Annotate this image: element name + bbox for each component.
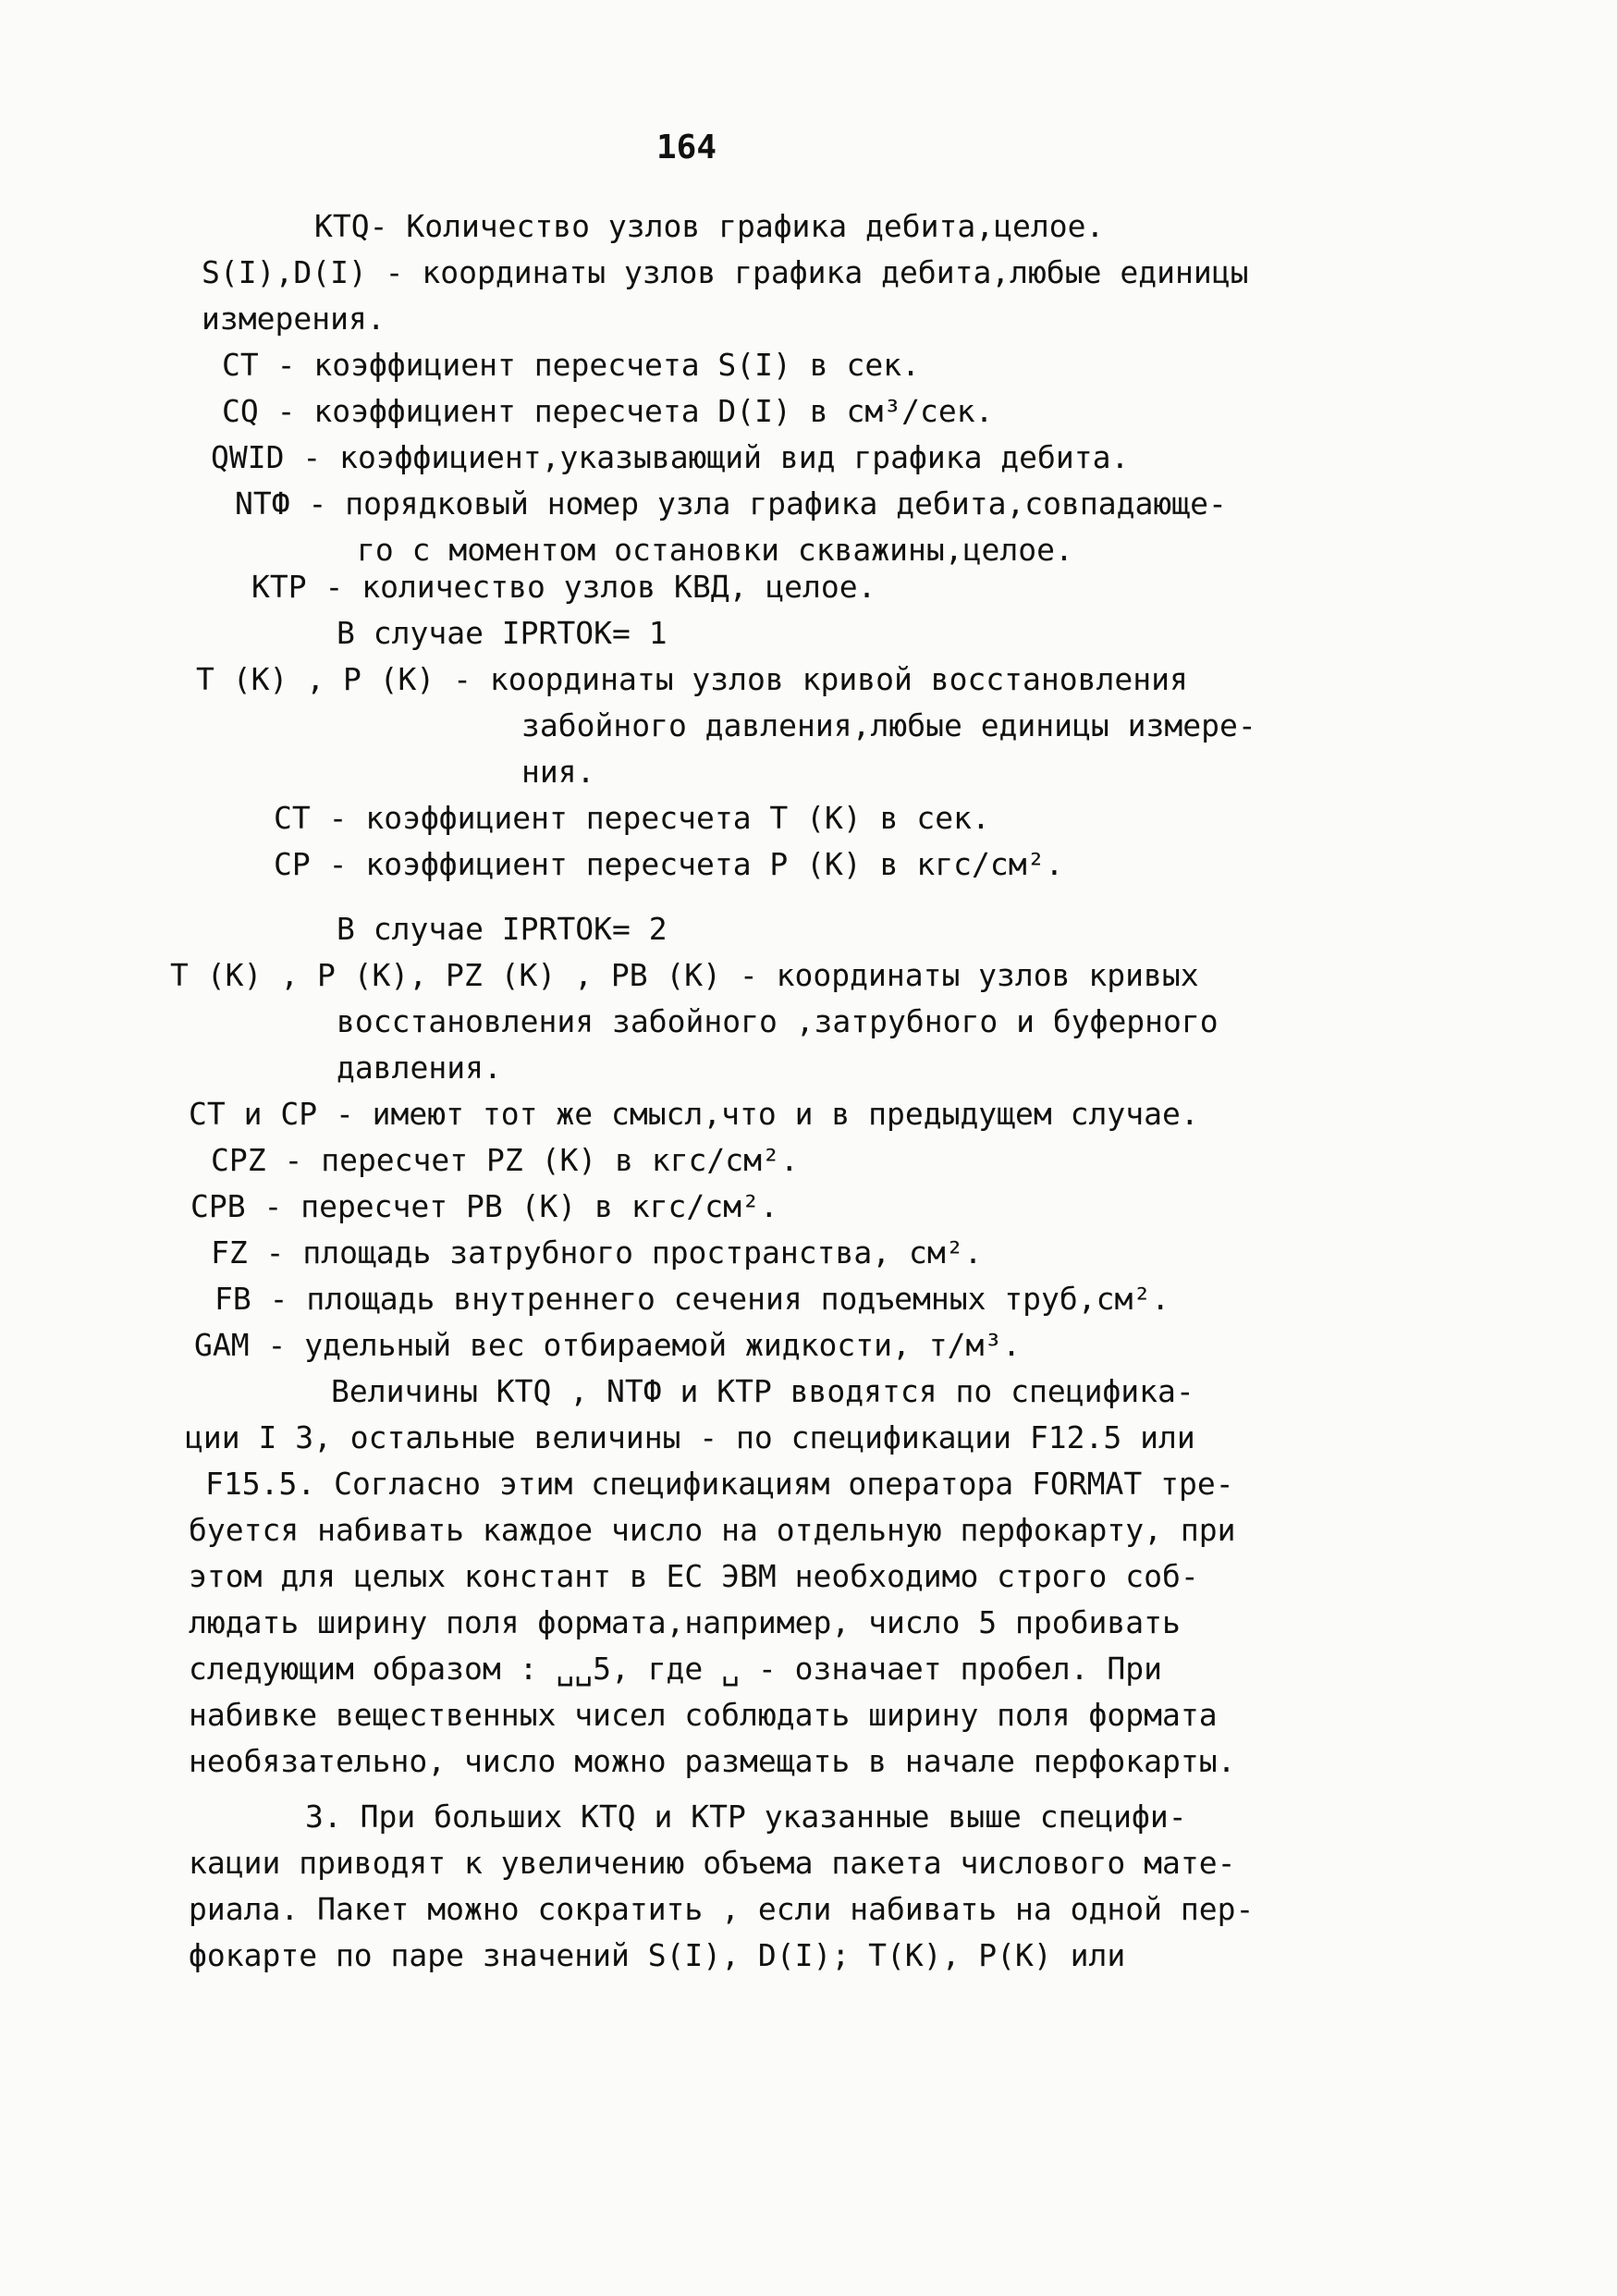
text-line: ния.	[521, 754, 595, 790]
text-line: измерения.	[202, 301, 386, 337]
text-line: ции I 3, остальные величины - по спецификации F12.5 или	[185, 1419, 1195, 1455]
text-line: CP - коэффициент пересчета P (K) в кгс/см².	[274, 846, 1064, 882]
text-line: S(I),D(I) - координаты узлов графика дебита,любые единицы	[202, 254, 1249, 290]
text-line: кации приводят к увеличению объема пакета числового мате-	[189, 1845, 1236, 1881]
text-line: GAM - удельный вес отбираемой жидкости, т/м³.	[194, 1327, 1022, 1363]
text-line: KTQ- Количество узлов графика дебита,целое.	[314, 208, 1105, 244]
text-line: го с моментом остановки скважины,целое.	[357, 532, 1073, 568]
page-number: 164	[656, 129, 717, 166]
text-line: В случае IPRTOK= 1	[337, 615, 668, 651]
text-line: CT и CP - имеют тот же смысл,что и в предыдущем случае.	[189, 1096, 1199, 1132]
text-line: забойного давления,любые единицы измере-	[521, 707, 1256, 743]
text-line: T (K) , P (K), PZ (K) , PB (K) - координаты узлов кривых	[170, 957, 1199, 993]
text-line: CPZ - пересчет PZ (K) в кгс/см².	[211, 1142, 799, 1178]
text-line: людать ширину поля формата,например, число 5 пробивать	[189, 1604, 1181, 1640]
text-line: FZ - площадь затрубного пространства, см².	[211, 1234, 983, 1271]
text-line: Величины KTQ , NTФ и KTP вводятся по специфика-	[331, 1373, 1194, 1409]
text-line: T (K) , P (K) - координаты узлов кривой восстановления	[196, 661, 1188, 697]
text-line: восстановления забойного ,затрубного и буферного	[337, 1003, 1219, 1039]
text-line: необязательно, число можно размещать в начале перфокарты.	[189, 1743, 1236, 1779]
text-line: этом для целых констант в ЕС ЭВМ необходимо строго соб-	[189, 1558, 1199, 1594]
text-line: CT - коэффициент пересчета S(I) в сек.	[222, 347, 920, 383]
text-line: фокарте по паре значений S(I), D(I); T(K), P(K) или	[189, 1937, 1126, 1973]
text-line: NTФ - порядковый номер узла графика дебита,совпадающе-	[235, 485, 1227, 522]
text-line: KTP - количество узлов KBД, целое.	[251, 569, 876, 605]
text-line: буется набивать каждое число на отдельную перфокарту, при	[189, 1512, 1236, 1548]
text-line: F15.5. Согласно этим спецификациям оператора FORMAT тре-	[205, 1466, 1234, 1502]
text-line: В случае IPRTOK= 2	[337, 911, 668, 947]
text-line: давления.	[337, 1050, 502, 1086]
text-line: набивке вещественных чисел соблюдать ширину поля формата	[189, 1697, 1218, 1733]
text-line: CQ - коэффициент пересчета D(I) в см³/сек.	[222, 393, 994, 429]
text-line: CPB - пересчет PB (K) в кгс/см².	[190, 1188, 778, 1224]
text-line: 3. При больших KTQ и KTP указанные выше специфи-	[305, 1799, 1187, 1835]
text-line: CT - коэффициент пересчета T (K) в сек.	[274, 800, 990, 836]
text-line: QWID - коэффициент,указывающий вид графика дебита.	[211, 439, 1130, 475]
text-line: FB - площадь внутреннего сечения подъемных труб,см².	[214, 1281, 1170, 1317]
text-line: риала. Пакет можно сократить , если набивать на одной пер-	[189, 1891, 1255, 1927]
text-line: следующим образом : ␣␣5, где ␣ - означает пробел. При	[189, 1651, 1162, 1687]
